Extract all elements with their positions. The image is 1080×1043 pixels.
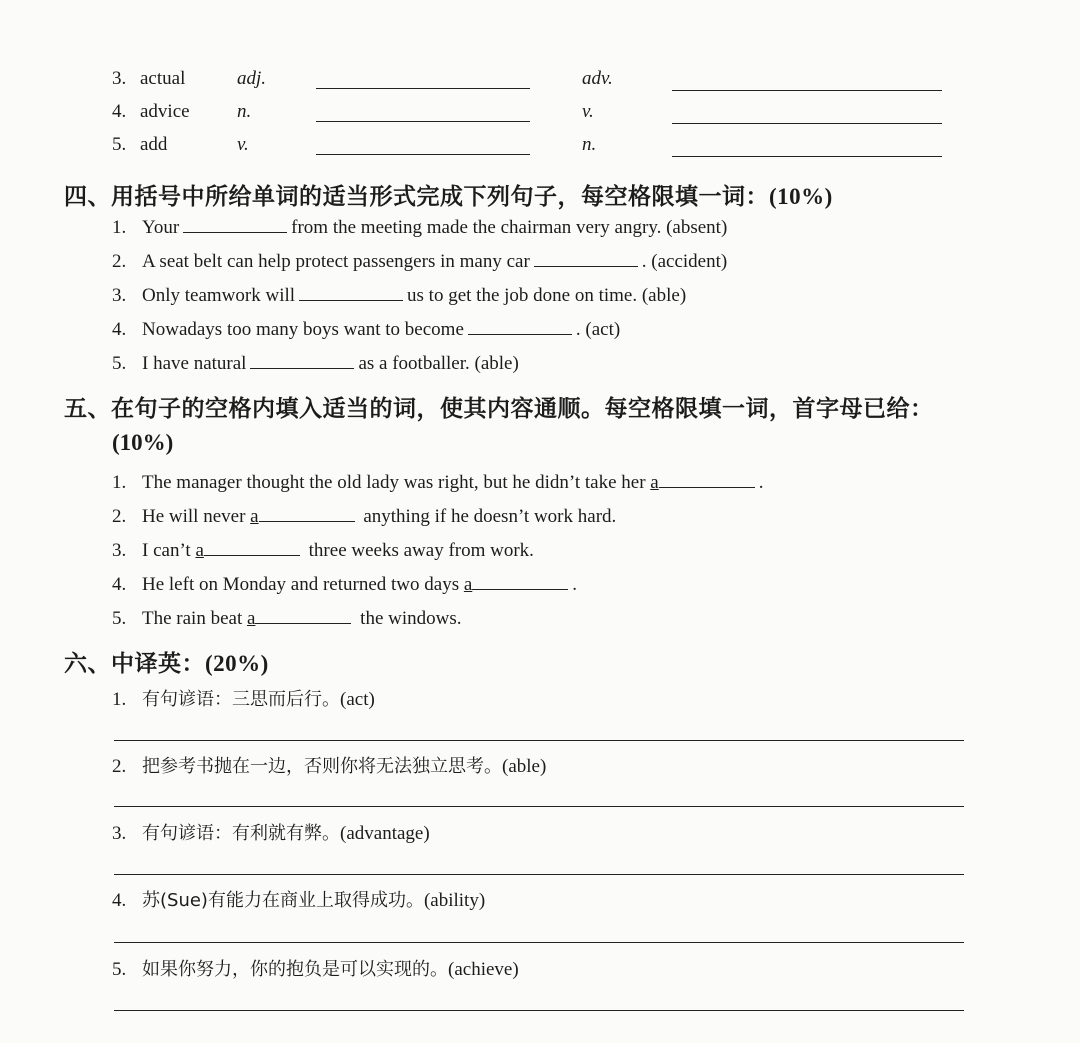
item-number: 3. — [112, 540, 127, 561]
answer-blank-2[interactable] — [672, 123, 942, 124]
answer-blank-1[interactable] — [316, 154, 530, 155]
sentence-start: Your — [142, 217, 180, 238]
section-5-percent: (10%) — [112, 430, 174, 455]
section-6-percent: (20%) — [205, 651, 269, 676]
answer-blank-1[interactable] — [316, 88, 530, 89]
keyword-hint: (ability) — [423, 890, 486, 911]
keyword-hint: (advantage) — [340, 823, 430, 844]
section-4-percent: (10%) — [769, 184, 833, 209]
item-number: 1. — [112, 472, 127, 493]
answer-blank-1[interactable] — [316, 121, 530, 122]
chinese-sentence: 有句谚语：三思而后行。 — [142, 689, 340, 710]
part-of-speech-2: n. — [582, 134, 597, 155]
chinese-sentence: 把参考书抛在一边，否则你将无法独立思考。 — [142, 756, 502, 777]
answer-blank[interactable] — [472, 571, 568, 590]
translation-answer-line[interactable] — [114, 806, 964, 807]
item-number: 3. — [112, 285, 127, 306]
sentence-end: anything if he doesn’t work hard. — [363, 506, 617, 527]
base-word: advice — [140, 101, 190, 122]
section-5-heading — [64, 390, 934, 423]
section-6-item — [112, 886, 485, 912]
initial-letter: a — [246, 608, 256, 629]
answer-blank[interactable] — [468, 316, 572, 335]
section-6-heading — [64, 645, 269, 678]
section-5-item — [112, 571, 577, 596]
sentence-start: I have natural — [142, 353, 247, 374]
part-of-speech-2: adv. — [582, 68, 613, 89]
answer-blank-2[interactable] — [672, 90, 942, 91]
word-form-row — [0, 134, 1080, 164]
chinese-sentence: 苏(Sue)有能力在商业上取得成功。 — [142, 890, 424, 911]
part-of-speech-1: v. — [237, 134, 249, 155]
sentence-end: the windows. — [360, 608, 462, 629]
item-number: 5. — [112, 608, 127, 629]
translation-answer-line[interactable] — [114, 874, 964, 875]
sentence-start: He left on Monday and returned two days — [142, 574, 460, 595]
section-4-item — [112, 214, 727, 239]
item-number: 1. — [112, 217, 127, 238]
initial-letter: a — [250, 506, 259, 527]
section-5-item — [112, 605, 462, 630]
sentence-end: three weeks away from work. — [308, 540, 534, 561]
section-4-item — [112, 350, 519, 375]
sentence-start: He will never — [142, 506, 246, 527]
sentence-start: Nowadays too many boys want to become — [142, 319, 464, 340]
section-6-title: 六、中译英： — [64, 651, 205, 677]
section-6-item — [112, 819, 430, 845]
item-number: 5. — [112, 353, 127, 374]
translation-answer-line[interactable] — [114, 942, 964, 943]
part-of-speech-1: n. — [237, 101, 252, 122]
section-4-heading — [64, 178, 833, 211]
part-of-speech-1: adj. — [237, 68, 267, 89]
keyword-hint: (able) — [502, 756, 547, 777]
answer-blank[interactable] — [183, 214, 287, 233]
sentence-start: I can’t — [142, 540, 191, 561]
item-number: 4. — [112, 574, 127, 595]
section-5-item — [112, 469, 763, 494]
section-4-item — [112, 316, 620, 341]
section-5-title: 五、在句子的空格内填入适当的词，使其内容通顺。每空格限填一词，首字母已给： — [64, 396, 934, 422]
section-4-item — [112, 282, 686, 307]
answer-blank-2[interactable] — [672, 156, 942, 157]
item-number: 5. — [112, 134, 127, 155]
sentence-end: from the meeting made the chairman very angry. (absent) — [291, 217, 728, 238]
sentence-end: . (accident) — [641, 251, 728, 272]
item-number: 4. — [112, 101, 127, 122]
sentence-start: Only teamwork will — [142, 285, 296, 306]
item-number: 4. — [112, 890, 127, 911]
section-6-item — [112, 685, 375, 711]
item-number: 4. — [112, 319, 127, 340]
section-6-item — [112, 752, 546, 778]
sentence-end: us to get the job done on time. (able) — [407, 285, 687, 306]
item-number: 3. — [112, 68, 127, 89]
chinese-sentence: 有句谚语：有利就有弊。 — [142, 823, 340, 844]
sentence-start: The rain beat — [142, 608, 243, 629]
part-of-speech-2: v. — [582, 101, 594, 122]
keyword-hint: (achieve) — [448, 959, 519, 980]
word-form-row — [0, 101, 1080, 131]
sentence-start: A seat belt can help protect passengers in many car — [142, 251, 530, 272]
base-word: actual — [140, 68, 186, 89]
sentence-end: . — [572, 574, 578, 595]
section-6-item — [112, 955, 519, 981]
item-number: 2. — [112, 506, 127, 527]
sentence-end: . (act) — [575, 319, 621, 340]
base-word: add — [140, 134, 168, 155]
chinese-sentence: 如果你努力，你的抱负是可以实现的。 — [142, 959, 448, 980]
section-4-item — [112, 248, 727, 273]
answer-blank[interactable] — [534, 248, 638, 267]
item-number: 2. — [112, 756, 127, 777]
word-form-row — [0, 68, 1080, 98]
item-number: 5. — [112, 959, 127, 980]
answer-blank[interactable] — [250, 350, 354, 369]
initial-letter: a — [463, 574, 473, 595]
translation-answer-line[interactable] — [114, 1010, 964, 1011]
sentence-end: . — [758, 472, 764, 493]
answer-blank[interactable] — [659, 469, 755, 488]
item-number: 1. — [112, 689, 127, 710]
sentence-start: The manager thought the old lady was right, but he didn’t take her — [142, 472, 646, 493]
keyword-hint: (act) — [340, 689, 375, 710]
answer-blank[interactable] — [299, 282, 403, 301]
translation-answer-line[interactable] — [114, 740, 964, 741]
item-number: 2. — [112, 251, 127, 272]
answer-blank[interactable] — [255, 605, 351, 624]
sentence-end: as a footballer. (able) — [358, 353, 519, 374]
item-number: 3. — [112, 823, 127, 844]
answer-blank[interactable] — [259, 503, 355, 522]
section-5-item — [112, 537, 534, 562]
section-5-item — [112, 503, 616, 528]
answer-blank[interactable] — [204, 537, 300, 556]
initial-letter: a — [650, 472, 659, 493]
section-4-title: 四、用括号中所给单词的适当形式完成下列句子，每空格限填一词： — [64, 184, 769, 210]
initial-letter: a — [195, 540, 204, 561]
